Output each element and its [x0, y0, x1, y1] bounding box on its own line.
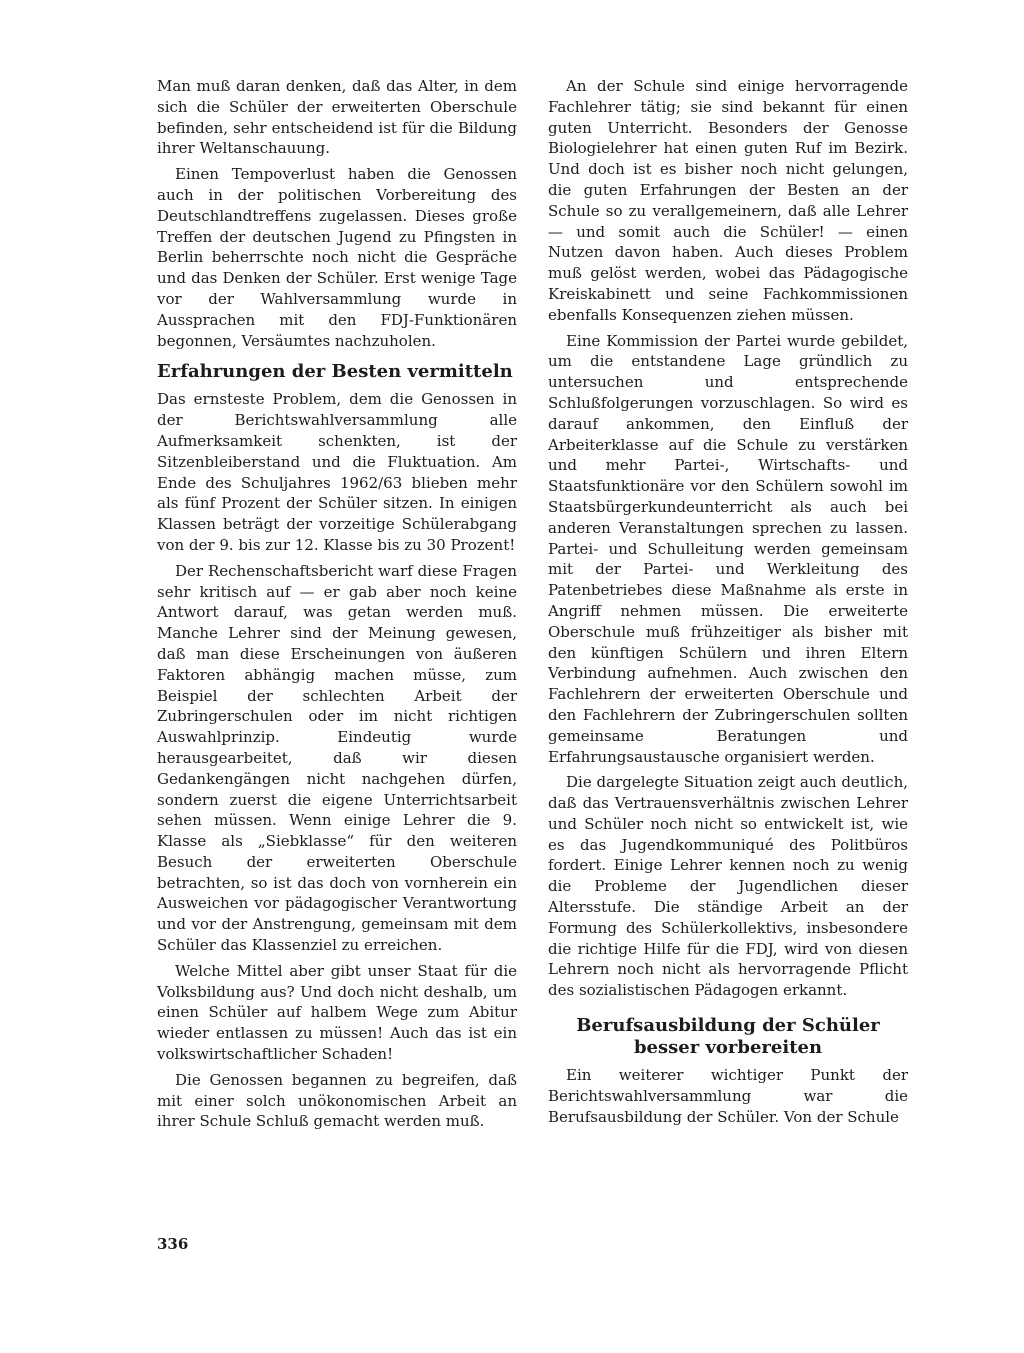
- left-column: [157, 76, 517, 1132]
- paragraph: Eine Kommission der Partei wurde gebildet, um die entstandene Lage gründlich zu untersuchen und entsprechende Schlußfolgerungen vorzuschlagen. So wird es darauf ankommen, den Einfluß der Arbeiterklasse auf die Schule zu verstärken und mehr Partei-, Wirtschafts- und Staatsfunktionäre vor den Schülern sowohl im Staatsbürgerkundeunterricht als auch bei anderen Veranstaltungen sprechen zu lassen. Partei- und Schulleitung werden gemeinsam mit der Partei- und Werkleitung des Patenbetriebes diese Maßnahme als erste in Angriff nehmen müssen. Die erweiterte Oberschule muß frühzeitiger als bisher mit den künftigen Schülern und ihren Eltern Verbindung aufnehmen. Auch zwischen den Fachlehrern der erweiterten Oberschule und den Fachlehrern der Zubringerschulen sollten gemeinsame Beratungen und Erfahrungsaustausche organisiert werden.: [548, 331, 908, 766]
- section-heading: Berufsausbildung der Schüler besser vorbereiten: [576, 1015, 880, 1059]
- paragraph: Ein weiterer wichtiger Punkt der Berichtswahlversammlung war die Berufsausbildung der Schüler. Von der Schule: [548, 1066, 908, 1126]
- paragraph: Das ernsteste Problem, dem die Genossen in der Berichtswahlversammlung alle Aufmerksamkeit schenkten, ist der Sitzenbleiberstand und die Fluktuation. Am Ende des Schuljahres 1962/63 blieben mehr als fünf Prozent der Schüler sitzen. In einigen Klassen beträgt der vorzeitige Schülerabgang von der 9. bis zur 12. Klasse bis zu 30 Prozent!: [157, 390, 517, 554]
- paragraph: Man muß daran denken, daß das Alter, in dem sich die Schüler der erweiterten Oberschule befinden, sehr entscheidend ist für die Bildung ihrer Weltanschauung.: [157, 77, 517, 158]
- paragraph: Welche Mittel aber gibt unser Staat für die Volksbildung aus? Und doch nicht deshalb, um einen Schüler auf halbem Wege zum Abitur wieder entlassen zu müssen! Auch das ist ein volkswirtschaftlicher Schaden!: [157, 961, 517, 1064]
- paragraph: Der Rechenschaftsbericht warf diese Fragen sehr kritisch auf — er gab aber noch keine Antwort darauf, was getan werden muß. Manche Lehrer sind der Meinung gewesen, daß man diese Erscheinungen von äußeren Faktoren abhängig machen müsse, zum Beispiel der schlechten Arbeit der Zubringerschulen oder im nicht richtigen Auswahlprinzip. Eindeutig wurde herausgearbeitet, daß wir diesen Gedankengängen nicht nachgehen dürfen, sondern zuerst die eigene Unterrichtsarbeit sehen müssen. Wenn einige Lehrer die 9. Klasse als „Siebklasse“ für den weiteren Besuch der erweiterten Oberschule betrachten, so ist das doch von vornherein ein Ausweichen vor pädagogischer Verantwortung und vor der Anstrengung, gemeinsam mit dem Schüler das Klassenziel zu erreichen.: [157, 561, 517, 955]
- paragraph: Die dargelegte Situation zeigt auch deutlich, daß das Vertrauensverhältnis zwischen Lehrer und Schüler noch nicht so entwickelt ist, wie es das Jugendkommuniqué des Politbüros fordert. Einige Lehrer kennen noch zu wenig die Probleme der Jugendlichen dieser Altersstufe. Die ständige Arbeit an der Formung des Schülerkollektivs, insbesondere die richtige Hilfe für die FDJ, wird von diesen Lehrern noch nicht als hervorragende Pflicht des sozialistischen Pädagogen erkannt.: [548, 773, 908, 1000]
- paragraph: Die Genossen begannen zu begreifen, daß mit einer solch unökonomischen Arbeit an ihrer Schule Schluß gemacht werden muß.: [157, 1070, 517, 1131]
- paragraph: An der Schule sind einige hervorragende Fachlehrer tätig; sie sind bekannt für einen guten Unterricht. Besonders der Genosse Biologielehrer hat einen guten Ruf im Bezirk. Und doch ist es bisher noch nicht gelungen, die guten Erfahrungen der Besten an der Schule so zu verallgemeinern, daß alle Lehrer — und somit auch die Schüler! — einen Nutzen davon haben. Auch dieses Problem muß gelöst werden, wobei das Pädagogische Kreiskabinett und seine Fachkommissionen ebenfalls Konsequenzen ziehen müssen.: [548, 77, 908, 324]
- section-heading: Erfahrungen der Besten vermitteln: [157, 361, 513, 383]
- paragraph: Einen Tempoverlust haben die Genossen auch in der politischen Vorbereitung des Deutschlandtreffens zugelassen. Dieses große Treffen der deutschen Jugend zu Pfingsten in Berlin beherrschte noch nicht die Gespräche und das Denken der Schüler. Erst wenige Tage vor der Wahlversammlung wurde in Aussprachen mit den FDJ-Funktionären begonnen, Versäumtes nachzuholen.: [157, 165, 517, 350]
- page-number: 336: [157, 1235, 189, 1253]
- right-column: [548, 76, 908, 1127]
